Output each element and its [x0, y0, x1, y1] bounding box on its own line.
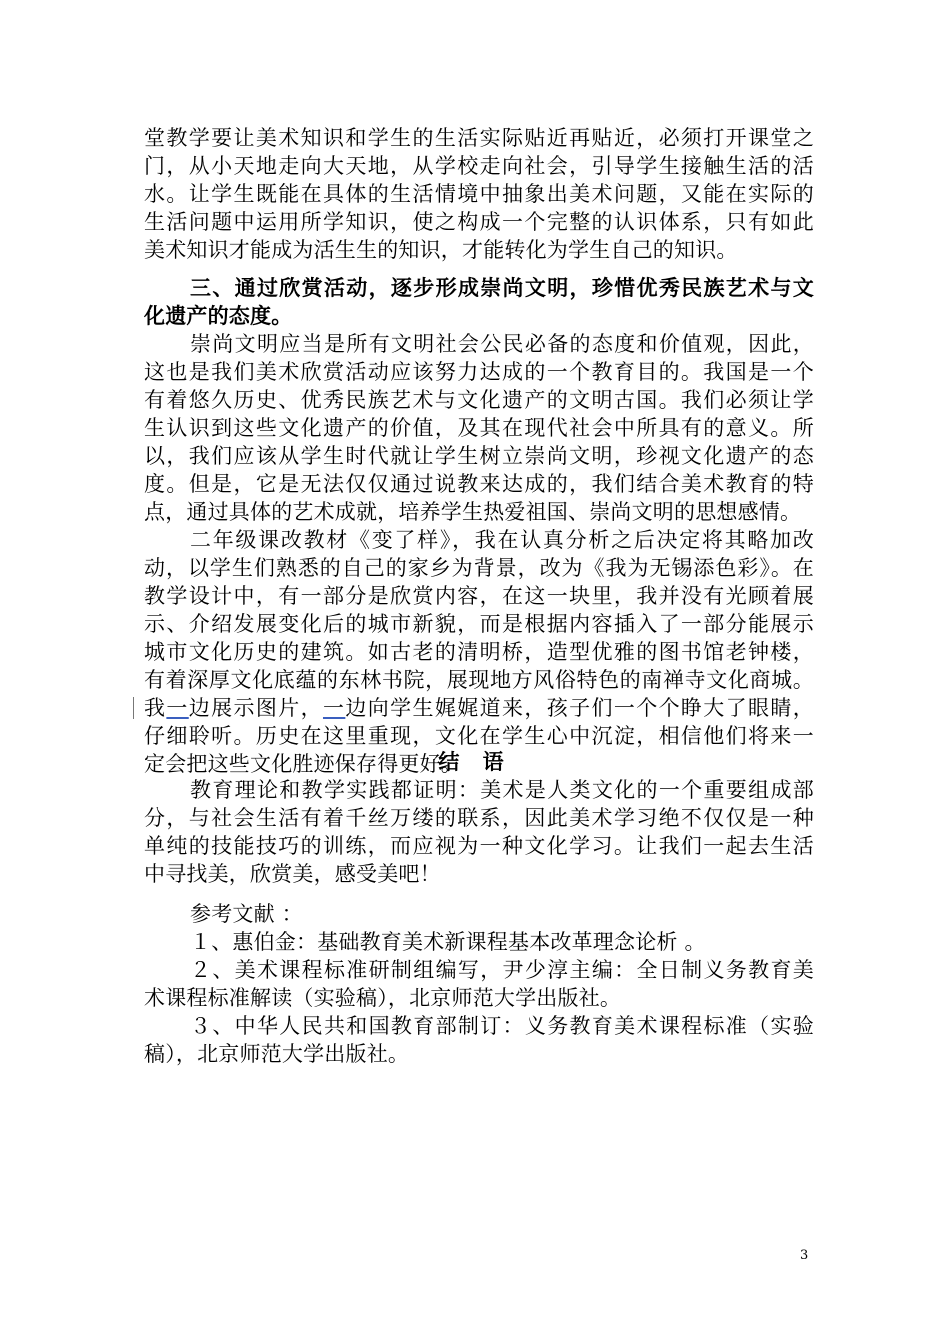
text-run: 我 [144, 696, 167, 720]
text-run: 边向学生娓娓道来，孩子们一个个睁大了眼睛， [345, 696, 814, 720]
body-line: 生认识到这些文化遗产的价值，及其在现代社会中所具有的意义。所 [144, 416, 814, 440]
reference-item: 稿），北京师范大学出版社。 [144, 1042, 410, 1066]
reference-item: ２、美术课程标准研制组编写，尹少淳主编：全日制义务教育美 [190, 958, 814, 982]
body-line: 中寻找美，欣赏美，感受美吧！ [144, 862, 441, 886]
body-line: 以，我们应该从学生时代就让学生树立崇尚文明，珍视文化遗产的态 [144, 444, 814, 468]
body-line: 点，通过具体的艺术成就，培养学生热爱祖国、崇尚文明的思想感情。 [144, 500, 802, 524]
underlined-text: 一 [166, 696, 189, 720]
body-line: 教育理论和教学实践都证明：美术是人类文化的一个重要组成部 [190, 778, 814, 802]
body-line: 有着深厚文化底蕴的东林书院，展现地方风俗特色的南禅寺文化商城。 [144, 668, 814, 692]
body-line: 这也是我们美术欣赏活动应该努力达成的一个教育目的。我国是一个 [144, 360, 814, 384]
text-run: 边展示图片， [188, 696, 323, 720]
reference-item: ３、中华人民共和国教育部制订：义务教育美术课程标准（实验 [190, 1014, 814, 1038]
body-line: 仔细聆听。历史在这里重现，文化在学生心中沉淀，相信他们将来一 [144, 724, 814, 748]
body-line: 门，从小天地走向大天地，从学校走向社会，引导学生接触生活的活 [144, 154, 814, 178]
body-line: 二年级课改教材《变了样》，我在认真分析之后决定将其略加改 [190, 528, 814, 552]
body-line: 度。但是，它是无法仅仅通过说教来达成的，我们结合美术教育的特 [144, 472, 814, 496]
body-line: 美术知识才能成为活生生的知识，才能转化为学生自己的知识。 [144, 238, 738, 262]
body-line: 堂教学要让美术知识和学生的生活实际贴近再贴近，必须打开课堂之 [144, 126, 814, 150]
page-number: 3 [800, 1248, 809, 1263]
section-heading: 化遗产的态度。 [144, 303, 293, 328]
references-heading: 参考文献 ： [190, 902, 303, 926]
body-line: 动，以学生们熟悉的自己的家乡为背景，改为《我为无锡添色彩》。在 [144, 556, 814, 580]
body-line: 教学设计中，有一部分是欣赏内容，在这一块里，我并没有光顾着展 [144, 584, 814, 608]
body-line: 示、介绍发展变化后的城市新貌，而是根据内容插入了一部分能展示 [144, 612, 814, 636]
body-line: 单纯的技能技巧的训练，而应视为一种文化学习。让我们一起去生活 [144, 834, 814, 858]
text-cursor-mark [133, 697, 134, 719]
reference-item: 术课程标准解读（实验稿），北京师范大学出版社。 [144, 986, 622, 1010]
section-heading: 三、通过欣赏活动，逐步形成崇尚文明，珍惜优秀民族艺术与文 [190, 275, 814, 300]
reference-item: １、惠伯金：基础教育美术新课程基本改革理念论析 。 [190, 930, 706, 954]
body-line: 分，与社会生活有着千丝万缕的联系，因此美术学习绝不仅仅是一种 [144, 806, 814, 830]
body-line: 水。让学生既能在具体的生活情境中抽象出美术问题，又能在实际的 [144, 182, 814, 206]
body-line: 崇尚文明应当是所有文明社会公民必备的态度和价值观，因此， [190, 332, 814, 356]
conclusion-heading: 结 语 [438, 749, 512, 774]
underlined-text: 一 [322, 696, 346, 720]
body-line: 有着悠久历史、优秀民族艺术与文化遗产的文明古国。我们必须让学 [144, 388, 814, 412]
body-line: 城市文化历史的建筑。如古老的清明桥，造型优雅的图书馆老钟楼， [144, 640, 814, 664]
body-line-with-underline [144, 694, 814, 722]
body-line: 定会把这些文化胜迹保存得更好。 [144, 752, 462, 776]
body-line: 生活问题中运用所学知识，使之构成一个完整的认识体系，只有如此 [144, 210, 814, 234]
